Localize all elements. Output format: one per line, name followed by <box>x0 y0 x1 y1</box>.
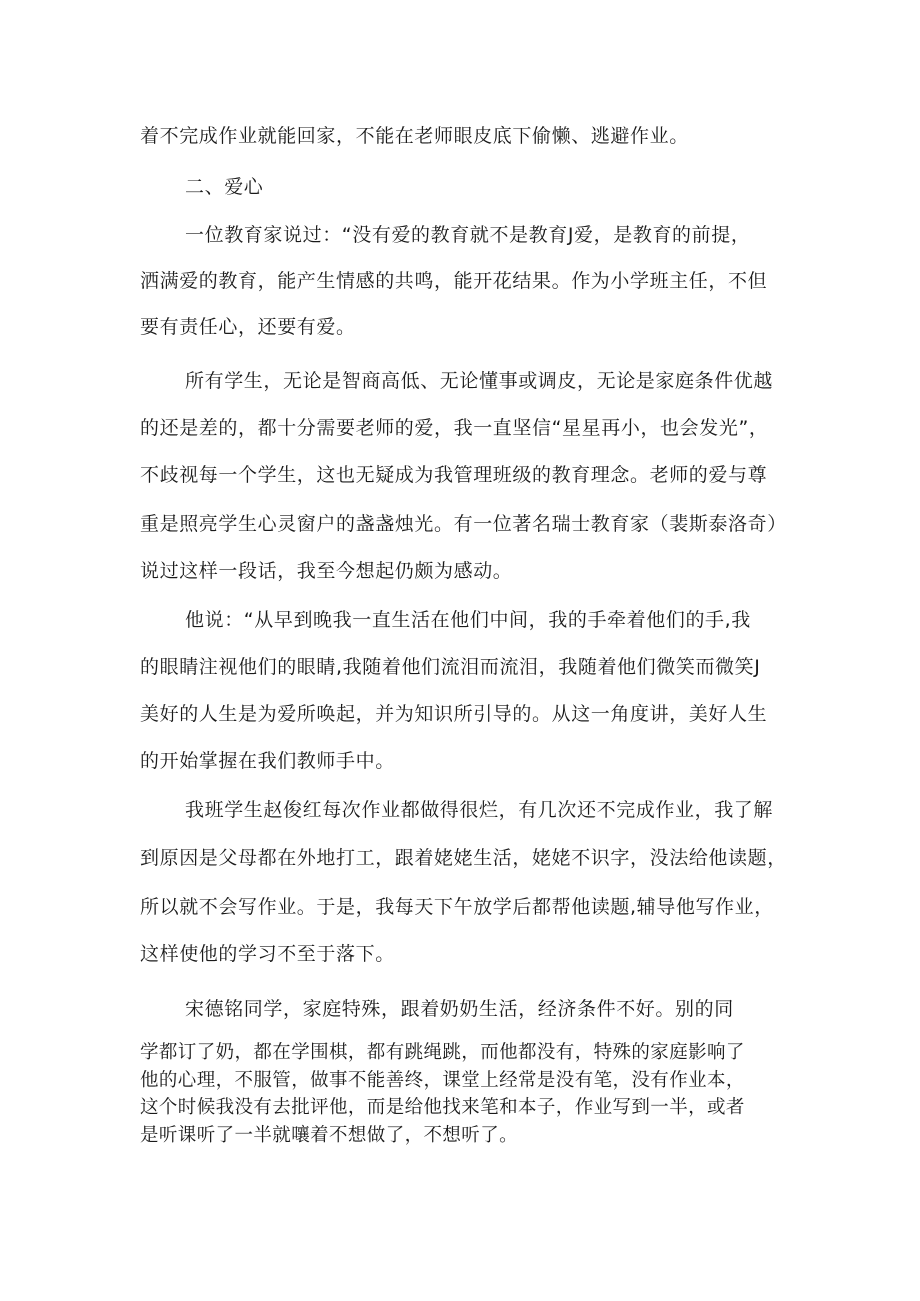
text-line: 他的心理，不服管，做事不能善终，课堂上经常是没有笔，没有作业本， <box>140 1070 745 1091</box>
text-line: 着不完成作业就能回家，不能在老师眼皮底下偷懒、逃避作业。 <box>140 125 689 147</box>
text-line: 美好的人生是为爱所唤起，并为知识所引导的。从这一角度讲，美好人生 <box>140 703 768 725</box>
text-line: 这样使他的学习不至于落下。 <box>140 943 395 965</box>
text-line: 这个时候我没有去批评他，而是给他找来笔和本子，作业写到一半，或者 <box>140 1097 745 1118</box>
text-line: 是听课听了一半就嚷着不想做了，不想听了。 <box>140 1125 519 1146</box>
text-line: 学都订了奶，都在学围棋，都有跳绳跳，而他都没有，特殊的家庭影响了 <box>140 1042 745 1063</box>
text-line: 的眼睛注视他们的眼睛,我随着他们流泪而流泪，我随着他们微笑而微笑J <box>140 656 761 678</box>
section-heading: 二、爱心 <box>185 176 264 198</box>
text-line: 的开始掌握在我们教师手中。 <box>140 750 395 772</box>
text-line: 我班学生赵俊红每次作业都做得很烂，有几次还不完成作业，我了解 <box>185 799 774 821</box>
text-line: 的还是差的，都十分需要老师的爱，我一直坚信“星星再小，也会发光”， <box>140 417 769 439</box>
text-line: 说过这样一段话，我至今想起仍颇为感动。 <box>140 560 513 582</box>
text-line: 不歧视每一个学生，这也无疑成为我管理班级的教育理念。老师的爱与尊 <box>140 464 768 486</box>
text-line: 所有学生，无论是智商高低、无论懂事或调皮，无论是家庭条件优越 <box>185 370 774 392</box>
text-line: 宋德铭同学，家庭特殊，跟着奶奶生活，经济条件不好。别的同 <box>185 998 734 1020</box>
text-line: 要有责任心，还要有爱。 <box>140 316 356 338</box>
text-line: 重是照亮学生心灵窗户的盏盏烛光。有一位著名瑞士教育家（裴斯泰洛奇） <box>140 513 787 535</box>
text-line: 洒满爱的教育，能产生情感的共鸣，能开花结果。作为小学班主任，不但 <box>140 270 768 292</box>
text-line: 到原因是父母都在外地打工，跟着姥姥生活，姥姥不识字，没法给他读题， <box>140 847 787 869</box>
text-line: 所以就不会写作业。于是，我每天下午放学后都帮他读题,辅导他写作业， <box>140 896 774 918</box>
text-line: 他说：“从早到晚我一直生活在他们中间，我的手牵着他们的手,我 <box>185 609 751 631</box>
text-line: 一位教育家说过：“没有爱的教育就不是教育J爱，是教育的前提， <box>185 224 751 246</box>
